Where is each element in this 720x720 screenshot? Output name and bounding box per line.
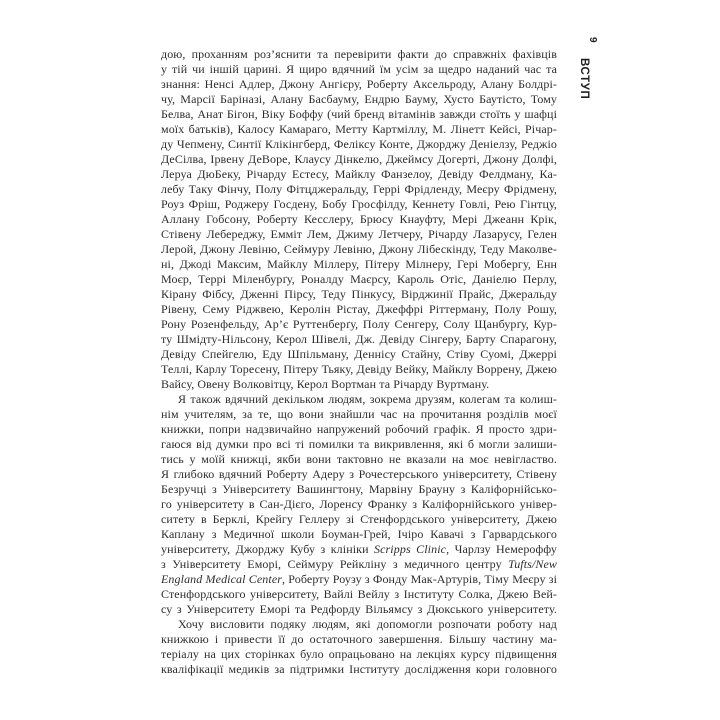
- page-number: 9: [587, 37, 598, 43]
- text-line: Я також вдячний декільком людям, зокрема друзям, колегам та колиш-: [178, 392, 557, 406]
- text-line: Леруа ДюБеку, Річарду Естесу, Майклу Фанзелоу, Девіду Фелдману, Ка-: [161, 167, 557, 181]
- text-line: університету, Джорджу Кубу з клініки Scripps Clinic, Чарлзу Немероффу: [161, 542, 558, 556]
- text-line: лебу Таку Фінчу, Полу Фітцджеральду, Геррі Фрідленду, Меєру Фрідмену,: [161, 182, 557, 196]
- paragraph: [161, 617, 557, 677]
- text-line: чу, Марсії Баріназі, Алану Басбауму, Ендрю Бауму, Хусто Баутісто, Тому: [161, 92, 557, 106]
- text-line: го університету в Сан-Дієго, Лоренсу Франку з Каліфорнійського універ-: [161, 497, 557, 511]
- text-line: ні, Джоді Максим, Майклу Міллеру, Пітеру Мілнеру, Гері Мобергу, Енн: [161, 257, 557, 271]
- text-line: Девіду Спейгелю, Еду Шпільману, Деннісу Стайну, Стіву Суомі, Джеррі: [161, 347, 557, 361]
- text-line: дою, проханням роз’яснити та перевірити факти до справжніх фахівців: [161, 47, 557, 61]
- text-line: ДеСілва, Ірвену ДеВоре, Клаусу Дінкелю, Джеймсу Догерті, Джону Долфі,: [161, 152, 557, 166]
- text-line: тись у моїй книжці, якби вони тактовно не вказали на моє невігластво.: [161, 452, 557, 466]
- text-line: моїх батьків), Калосу Камараго, Метту Картміллу, М. Лінетт Кейсі, Річар-: [161, 122, 557, 136]
- text-line: у тій чи іншій царині. Я щиро вдячний їм усім за щедро наданий час та: [161, 62, 557, 76]
- text-line: книжкою і привести її до остаточного завершення. Більшу частину ма-: [161, 632, 557, 646]
- text-line: Лерой, Джону Левіню, Сеймуру Левіню, Джону Лібескінду, Теду Маколве-: [161, 242, 557, 256]
- body-text-block: [161, 47, 557, 677]
- text-line: Моєр, Террі Міленбурґу, Роналду Маєрсу, Кароль Отіс, Даніелю Перлу,: [161, 272, 557, 286]
- text-line: Каплану з Медичної школи Боуман-Грей, Ічіро Кавачі з Гарвардського: [161, 527, 557, 541]
- text-line: Стенфордського університету, Вайлі Вейлу з Інституту Солка, Джею Вей-: [161, 587, 557, 601]
- text-line: Вайсу, Овену Волковітцу, Керол Вортман та Річарду Вуртману.: [161, 377, 490, 391]
- text-line: ду Чепмену, Синтії Клікінгберд, Феліксу Конте, Джорджу Деніелзу, Реджіо: [161, 137, 557, 151]
- text-line: з Університету Еморі, Сеймуру Рейкліну з медичного центру Tufts/New: [161, 557, 557, 571]
- text-line: ту Шмідту-Нільсону, Керол Шівелі, Дж. Девіду Сінгеру, Барту Спарагону,: [161, 332, 557, 346]
- text-line: Белва, Анат Бігон, Віку Боффу (чий бренд вітамінів завжди стоїть у шафці: [161, 107, 557, 121]
- text-line: теріалу на цих сторінках було опрацьовано на лекціях курсу підвищення: [161, 647, 557, 661]
- text-line: Рону Розенфельду, Ар’є Руттенберґу, Полу Сенгеру, Солу Щанбурґу, Кур-: [161, 317, 557, 331]
- section-header-vertical: ВСТУП: [578, 58, 590, 100]
- paragraph: [161, 392, 557, 617]
- text-line: ситету в Берклі, Крейгу Геллеру зі Стенфордського університету, Джею: [161, 512, 557, 526]
- text-line: нім учителям, за те, що вони знайшли час на прочитання розділів моєї: [161, 407, 557, 421]
- text-line: Безручці з Університету Вашингтону, Марвіну Брауну з Каліфорнійсько-: [161, 482, 557, 496]
- text-line: Рівену, Сему Ріджвею, Керолін Рістау, Джеффрі Ріттерману, Полу Рошу,: [161, 302, 557, 316]
- text-line: знання: Ненсі Адлер, Джону Ангієру, Роберту Аксельроду, Алану Болдрі-: [161, 77, 557, 91]
- text-line: Теллі, Карлу Торесену, Пітеру Тьяку, Девіду Вейку, Майклу Воррену, Джею: [161, 362, 557, 376]
- text-line: кваліфікації медиків за підтримки Інституту дослідження кори головного: [161, 662, 557, 676]
- text-line: Стівену Лебереджу, Емміт Лем, Джиму Летчеру, Річарду Лазарусу, Гелен: [161, 227, 557, 241]
- text-line: Аллану Гобсону, Роберту Кесслеру, Брюсу Кнауфту, Мері Джеанн Крік,: [161, 212, 557, 226]
- text-line: England Medical Center, Роберту Роузу з Фонду Мак-Артурів, Тіму Меєру зі: [161, 572, 557, 586]
- text-line: книжки, попри надзвичайно напружений робочий графік. Я просто здри-: [161, 422, 557, 436]
- text-line: Роуз Фріш, Роджеру Госдену, Бобу Гросфілду, Кеннету Говлі, Рею Гінтцу,: [161, 197, 557, 211]
- paragraph: [161, 47, 557, 392]
- text-line: Кірану Фібсу, Дженні Пірсу, Теду Пінкусу, Вірджинії Прайс, Джеральду: [161, 287, 557, 301]
- text-line: Я глибоко вдячний Роберту Адеру з Рочестерського університету, Стівену: [161, 467, 557, 481]
- text-line: гаюся від думки про всі ті помилки та викривлення, які б могли залиши-: [161, 437, 557, 451]
- text-line: Хочу висловити подяку людям, які допомогли розпочати роботу над: [178, 617, 557, 631]
- text-line: су з Університету Еморі та Редфорду Вільямсу з Дюкського університету.: [161, 602, 557, 616]
